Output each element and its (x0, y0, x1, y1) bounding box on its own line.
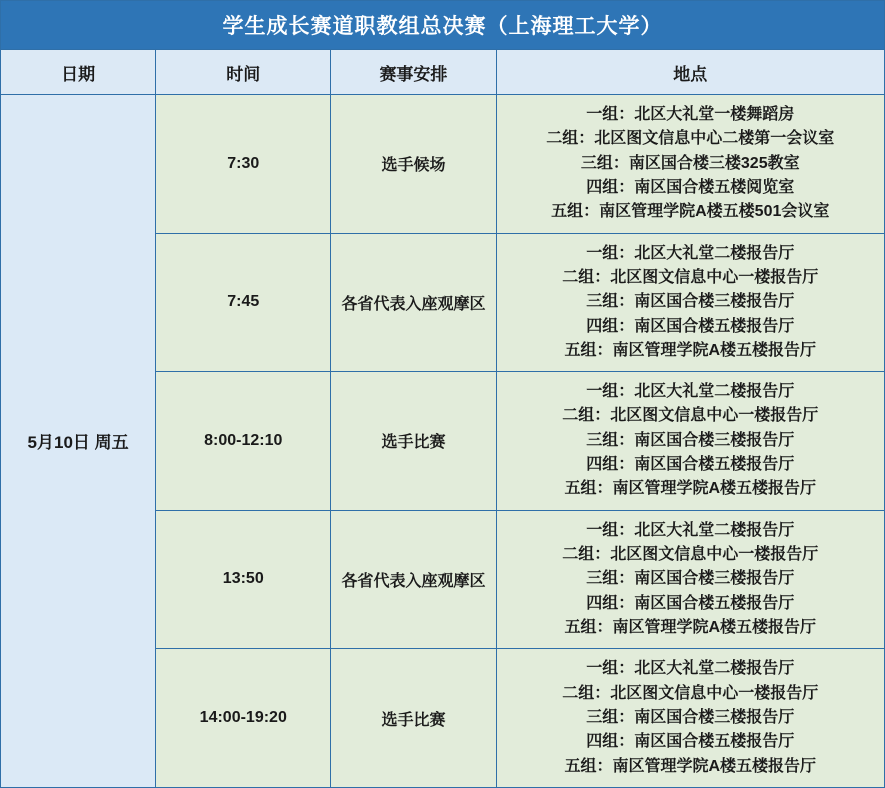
venue-line: 四组：南区国合楼五楼报告厅 (586, 456, 795, 474)
venue-cell (496, 510, 884, 649)
venue-line: 五组：南区管理学院A楼五楼报告厅 (564, 480, 817, 498)
table-header-row (1, 50, 885, 95)
venue-line: 三组：南区国合楼三楼报告厅 (586, 570, 795, 588)
time-cell: 13:50 (156, 510, 331, 649)
venue-line: 二组：北区图文信息中心一楼报告厅 (562, 546, 819, 563)
event-cell: 选手比赛 (331, 372, 496, 511)
venue-line: 四组：南区国合楼五楼阅览室 (586, 178, 795, 196)
time-cell: 8:00-12:10 (156, 372, 331, 511)
column-header-time: 时间 (156, 50, 331, 95)
venue-cell (496, 95, 884, 234)
venue-line: 四组：南区国合楼五楼报告厅 (586, 594, 795, 612)
venue-line: 二组：北区图文信息中心二楼第一会议室 (546, 130, 835, 148)
venue-line: 一组：北区大礼堂二楼报告厅 (586, 244, 795, 262)
venue-line: 四组：南区国合楼五楼报告厅 (586, 317, 795, 335)
venue-line: 三组：南区国合楼三楼325教室 (580, 154, 800, 172)
column-header-venue: 地点 (496, 50, 884, 95)
date-cell: 5月10日 周五 (1, 95, 156, 788)
venue-line: 一组：北区大礼堂一楼舞蹈房 (586, 106, 795, 123)
column-header-date: 日期 (1, 50, 156, 95)
venue-line: 一组：北区大礼堂二楼报告厅 (586, 660, 795, 678)
column-header-event: 赛事安排 (331, 50, 496, 95)
venue-line: 五组：南区管理学院A楼五楼501会议室 (551, 203, 830, 221)
venue-cell (496, 649, 884, 788)
venue-line: 二组：北区图文信息中心一楼报告厅 (562, 684, 819, 702)
event-cell: 各省代表入座观摩区 (331, 510, 496, 649)
time-cell: 14:00-19:20 (156, 649, 331, 788)
venue-line: 二组：北区图文信息中心一楼报告厅 (562, 407, 819, 425)
page-title: 学生成长赛道职教组总决赛（上海理工大学） (1, 1, 885, 50)
table-row (1, 95, 885, 234)
event-cell: 选手比赛 (331, 649, 496, 788)
venue-cell (496, 372, 884, 511)
venue-line: 一组：北区大礼堂二楼报告厅 (586, 521, 795, 539)
time-cell: 7:45 (156, 233, 331, 372)
event-cell: 选手候场 (331, 95, 496, 234)
venue-line: 二组：北区图文信息中心一楼报告厅 (562, 268, 819, 286)
venue-cell (496, 233, 884, 372)
venue-line: 五组：南区管理学院A楼五楼报告厅 (564, 757, 817, 775)
venue-line: 四组：南区国合楼五楼报告厅 (586, 733, 795, 751)
venue-line: 三组：南区国合楼三楼报告厅 (586, 293, 795, 311)
venue-line: 三组：南区国合楼三楼报告厅 (586, 708, 795, 726)
event-cell: 各省代表入座观摩区 (331, 233, 496, 372)
venue-line: 五组：南区管理学院A楼五楼报告厅 (564, 341, 817, 359)
time-cell: 7:30 (156, 95, 331, 234)
table-title-row (1, 1, 885, 50)
venue-line: 三组：南区国合楼三楼报告厅 (586, 431, 795, 449)
venue-line: 一组：北区大礼堂二楼报告厅 (586, 383, 795, 401)
venue-line: 五组：南区管理学院A楼五楼报告厅 (564, 618, 817, 636)
